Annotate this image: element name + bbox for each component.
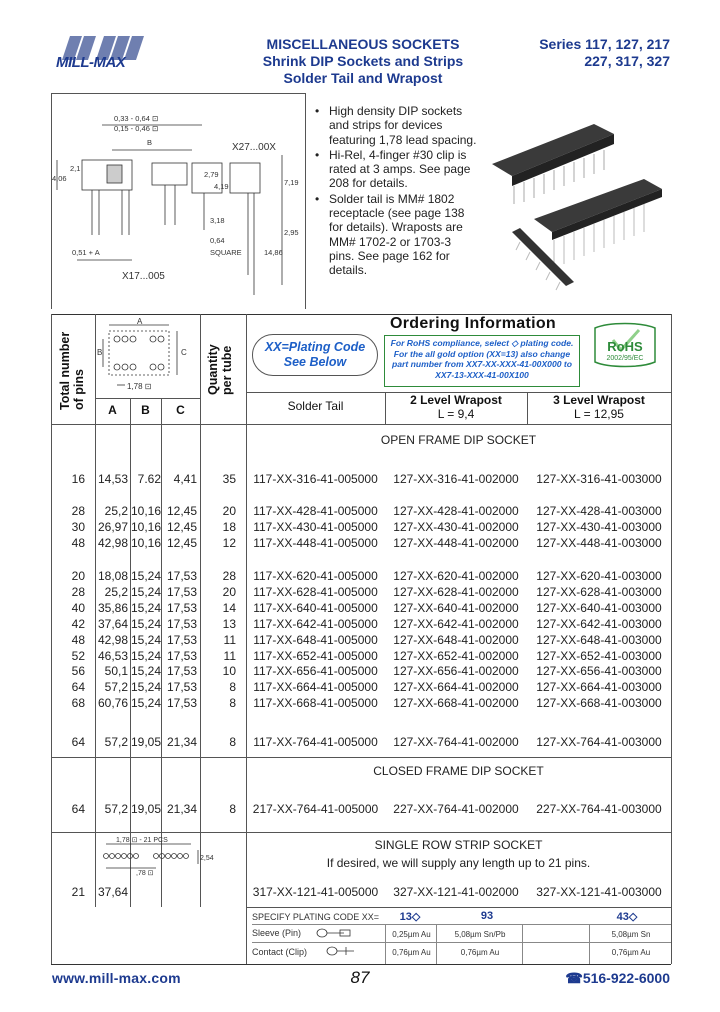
pins-cell: 42 [71, 616, 85, 631]
dim-left-1: 4,06 [52, 174, 67, 183]
fp-label-b: B [97, 348, 103, 357]
contact-label: Contact (Clip) [252, 947, 308, 957]
qty-cell: 14 [222, 600, 236, 615]
wrap2-part: 127-XX-656-41-002000 [393, 664, 519, 679]
wrap3-part: 127-XX-640-41-003000 [536, 600, 662, 615]
b-cell: 19,05 [130, 735, 161, 749]
pin-icon [314, 927, 352, 939]
total-pins-header: Total number of pins [58, 331, 86, 410]
solder-tail-part: 117-XX-764-41-005000 [253, 735, 378, 749]
c-cell: 17,53 [166, 584, 197, 599]
solder-tail-part: 117-XX-640-41-005000 [253, 600, 378, 615]
b-cell: 15,24 [130, 648, 161, 663]
table-row [0, 680, 720, 696]
qty-cell: 28 [222, 569, 236, 583]
wrap2-part: 127-XX-668-41-002000 [393, 696, 519, 711]
wrap2-part: 127-XX-316-41-002000 [393, 472, 519, 486]
sleeve-label: Sleeve (Pin) [252, 928, 302, 938]
wrap3-part: 127-XX-448-41-003000 [536, 535, 662, 550]
a-cell: 14,53 [97, 472, 128, 486]
series-line-2: 227, 317, 327 [584, 53, 670, 69]
long-socket-image [492, 124, 614, 204]
qty-cell: 8 [229, 680, 236, 695]
qty-cell: 35 [222, 472, 236, 486]
wrap3-part: 127-XX-428-41-003000 [536, 504, 662, 518]
table-bottom-rule [51, 964, 671, 965]
a-cell: 60,76 [97, 696, 128, 711]
wrap3-part: 127-XX-652-41-003000 [536, 648, 662, 663]
single-row-heading: SINGLE ROW STRIP SOCKET [374, 838, 543, 852]
wrap3-part: 127-XX-664-41-003000 [536, 680, 662, 695]
b-cell: 15,24 [130, 664, 161, 679]
sleeve-43: 5,08µm Sn [611, 930, 651, 939]
dim-r8: 14,86 [264, 248, 283, 257]
pins-cell: 56 [71, 664, 85, 679]
wrap2-part: 127-XX-628-41-002000 [393, 584, 519, 599]
plating-sep [246, 907, 671, 908]
clip-icon [324, 945, 362, 957]
dim-b: B [147, 138, 153, 147]
a-cell: 37,64 [97, 885, 128, 899]
fp-label-c: C [181, 348, 187, 357]
strip-image [512, 228, 574, 290]
pins-cell: 64 [71, 735, 85, 749]
feature-item: • High density DIP sockets and strips for devices featuring 1,78 lead spacing. [313, 104, 478, 147]
b-cell: 19,05 [130, 802, 161, 816]
dim-r7: 7,19 [284, 178, 299, 187]
abc-top-rule [95, 398, 200, 399]
dimension-drawing [52, 95, 304, 307]
a-cell: 57,2 [104, 735, 128, 749]
wrap3-part: 327-XX-121-41-003000 [536, 885, 662, 899]
solder-tail-part: 117-XX-668-41-005000 [253, 696, 378, 711]
pins-cell: 30 [71, 519, 85, 534]
qty-cell: 20 [222, 504, 236, 518]
b-cell: 10,16 [130, 535, 161, 550]
c-cell: 17,53 [166, 616, 197, 631]
pins-cell: 20 [71, 569, 85, 583]
b-cell: 10,16 [130, 519, 161, 534]
solder-tail-part: 117-XX-642-41-005000 [253, 616, 378, 631]
strip-dim-1: 1,78 ⊡ - 21 PCS [116, 837, 168, 844]
solder-tail-header: Solder Tail [287, 399, 344, 413]
solder-tail-part: 117-XX-428-41-005000 [253, 504, 378, 518]
qty-cell: 11 [223, 632, 236, 647]
page-number: 87 [350, 968, 370, 987]
qty-cell: 8 [229, 735, 236, 749]
phone-number: ☎516-922-6000 [565, 970, 670, 986]
pins-cell: 52 [71, 648, 85, 663]
c-cell: 17,53 [166, 648, 197, 663]
label-x27: X27...00X [232, 142, 276, 153]
c-cell: 4,41 [173, 472, 197, 486]
b-cell: 7.62 [137, 472, 161, 486]
a-cell: 25,2 [104, 504, 128, 518]
wrap3-part: 127-XX-668-41-003000 [536, 696, 662, 711]
solder-tail-part: 117-XX-648-41-005000 [253, 632, 378, 647]
solder-tail-part: 217-XX-764-41-005000 [252, 802, 379, 816]
table-row [0, 617, 720, 633]
contact-43: 0,76µm Au [611, 948, 651, 957]
top-rule [51, 93, 306, 94]
col-b-header: B [141, 403, 150, 417]
table-row [0, 585, 720, 601]
feature-item: • Solder tail is MM# 1802 receptacle (see page 138 for details). Wraposts are MM# 1702-2 or 1703-3 pins. See page 162 for details. [313, 192, 478, 278]
c-cell: 17,53 [166, 632, 197, 647]
ordering-title: Ordering Information [390, 315, 556, 332]
solder-tail-part: 117-XX-628-41-005000 [253, 584, 378, 599]
single-row-note: If desired, we will supply any length up to 21 pins. [326, 856, 591, 870]
wrap3-part: 127-XX-628-41-003000 [536, 584, 662, 599]
fp-pitch: 1,78 ⊡ [127, 382, 152, 391]
table-row [0, 649, 720, 665]
wrap2-header: 2 Level Wrapost L = 9,4 [410, 393, 502, 421]
website-link[interactable]: www.mill-max.com [52, 970, 181, 986]
b-cell: 15,24 [130, 680, 161, 695]
title-line-2: Shrink DIP Sockets and Strips [262, 53, 464, 69]
pins-cell: 48 [71, 535, 85, 550]
a-cell: 46,53 [97, 648, 128, 663]
b-cell: 10,16 [130, 504, 161, 518]
table-row [0, 569, 720, 585]
wrap2-part: 127-XX-430-41-002000 [393, 519, 519, 534]
mill-max-logo [52, 34, 162, 74]
b-cell: 15,24 [130, 600, 161, 615]
solder-tail-part: 117-XX-652-41-005000 [253, 648, 378, 663]
qty-cell: 8 [229, 696, 236, 711]
wrap3-part: 127-XX-764-41-003000 [536, 735, 662, 749]
table-row [0, 601, 720, 617]
solder-tail-part: 117-XX-656-41-005000 [253, 664, 378, 679]
fp-label-a: A [137, 317, 143, 326]
dim-r5: SQUARE [210, 248, 242, 257]
solder-tail-part: 117-XX-620-41-005000 [253, 569, 378, 583]
series-line-1: Series 117, 127, 217 [539, 36, 670, 52]
col-c-header: C [176, 403, 185, 417]
wrap2-part: 227-XX-764-41-002000 [393, 802, 519, 816]
solder-tail-part: 117-XX-448-41-005000 [253, 535, 378, 550]
dim-top-1: 0,33 - 0,64 ⊡ [114, 114, 159, 123]
plating-code-line-1: XX=Plating Code [264, 340, 366, 354]
c-cell: 17,53 [166, 680, 197, 695]
wrap3-header: 3 Level Wrapost L = 12,95 [553, 393, 645, 421]
sleeve-93: 5,08µm Sn/Pb [454, 930, 506, 939]
wrap3-part: 127-XX-648-41-003000 [536, 632, 662, 647]
c-cell: 17,53 [166, 569, 197, 583]
wrap2-part: 127-XX-642-41-002000 [393, 616, 519, 631]
wrap2-part: 127-XX-664-41-002000 [393, 680, 519, 695]
wrap3-part: 227-XX-764-41-003000 [536, 802, 662, 816]
strip-drawing [96, 836, 244, 876]
plating-code-line-2: See Below [283, 355, 347, 369]
plating-head: SPECIFY PLATING CODE XX= [252, 912, 379, 922]
qty-cell: 20 [222, 584, 236, 599]
a-cell: 57,2 [104, 802, 128, 816]
table-row [0, 536, 720, 552]
a-cell: 18,08 [97, 569, 128, 583]
rohs-badge-text: RoHS [607, 339, 643, 354]
a-cell: 57,2 [104, 680, 128, 695]
table-row [0, 664, 720, 680]
table-row [0, 735, 720, 751]
a-cell: 26,97 [97, 519, 128, 534]
wrap2-part: 127-XX-764-41-002000 [393, 735, 519, 749]
dim-r1: 2,79 [204, 170, 219, 179]
wrap3-part: 127-XX-430-41-003000 [536, 519, 662, 534]
a-cell: 50,1 [104, 664, 128, 679]
table-row [0, 633, 720, 649]
page-title [258, 36, 468, 87]
pins-cell: 16 [71, 472, 85, 486]
c-cell: 17,53 [166, 600, 197, 615]
dim-left-2: 2,1 [70, 164, 81, 173]
plating-table [252, 910, 671, 964]
c-cell: 17,53 [166, 664, 197, 679]
plating-code-93: 93 [480, 910, 494, 922]
qty-cell: 13 [222, 616, 236, 631]
a-cell: 25,2 [104, 584, 128, 599]
title-line-1: MISCELLANEOUS SOCKETS [266, 36, 460, 52]
wrap3-part: 127-XX-642-41-003000 [536, 616, 662, 631]
c-cell: 17,53 [166, 696, 197, 711]
contact-93: 0,76µm Au [460, 948, 500, 957]
b-cell: 15,24 [130, 616, 161, 631]
solder-tail-part: 317-XX-121-41-005000 [252, 885, 379, 899]
qty-cell: 18 [222, 519, 236, 534]
table-row [0, 696, 720, 712]
pins-cell: 28 [71, 584, 85, 599]
series-title [508, 36, 670, 70]
footprint-diagram [97, 317, 199, 395]
qty-cell: 10 [222, 664, 236, 679]
b-cell: 15,24 [130, 584, 161, 599]
contact-13: 0,76µm Au [392, 948, 431, 957]
table-row [0, 472, 720, 488]
rohs-badge [589, 320, 661, 384]
sleeve-13: 0,25µm Au [392, 930, 431, 939]
qty-cell: 8 [229, 802, 236, 816]
qty-per-tube-header: Quantity per tube [206, 344, 234, 395]
plating-code-43: 43◇ [616, 911, 638, 923]
product-photo [484, 104, 664, 294]
header-bottom-rule [51, 424, 671, 425]
table-row [0, 885, 720, 901]
dim-r3: 3,18 [210, 216, 225, 225]
table-row [0, 520, 720, 536]
dim-r6: 2,95 [284, 228, 299, 237]
a-cell: 37,64 [97, 616, 128, 631]
pins-cell: 64 [71, 680, 85, 695]
c-cell: 21,34 [166, 735, 197, 749]
wrap3-part: 127-XX-656-41-003000 [536, 664, 662, 679]
strip-dim-3: ,78 ⊡ [136, 870, 154, 876]
title-line-3: Solder Tail and Wrapost [283, 70, 443, 86]
closed-frame-heading: CLOSED FRAME DIP SOCKET [373, 764, 544, 778]
c-cell: 12,45 [166, 504, 197, 518]
table-top-rule [51, 314, 671, 315]
c-cell: 21,34 [166, 802, 197, 816]
dim-top-2: 0,15 - 0,46 ⊡ [114, 124, 159, 133]
dim-left-3: 0,51 + A [72, 248, 100, 257]
wrap2-part: 127-XX-620-41-002000 [393, 569, 519, 583]
closed-sep [51, 757, 671, 758]
wrap2-part: 127-XX-640-41-002000 [393, 600, 519, 615]
a-cell: 42,98 [97, 632, 128, 647]
solder-tail-part: 117-XX-664-41-005000 [253, 680, 378, 695]
b-cell: 15,24 [130, 696, 161, 711]
pins-cell: 48 [71, 632, 85, 647]
wrap3-part: 127-XX-620-41-003000 [536, 569, 662, 583]
pins-cell: 21 [71, 885, 85, 899]
table-row [0, 504, 720, 520]
solder-tail-part: 117-XX-316-41-005000 [253, 472, 378, 486]
qty-cell: 11 [223, 648, 236, 663]
logo-text: MILL-MAX [56, 54, 126, 71]
single-sep [51, 832, 671, 833]
wrap3-part: 127-XX-316-41-003000 [536, 472, 662, 486]
table-row [0, 802, 720, 818]
solder-tail-part: 117-XX-430-41-005000 [253, 519, 378, 534]
wrap2-part: 327-XX-121-41-002000 [393, 885, 519, 899]
wrap2-part: 127-XX-448-41-002000 [393, 535, 519, 550]
plating-code-13: 13◇ [399, 911, 421, 923]
feature-item: • Hi-Rel, 4-finger #30 clip is rated at 3 amps. See page 208 for details. [313, 148, 478, 191]
c-cell: 12,45 [166, 519, 197, 534]
a-cell: 35,86 [97, 600, 128, 615]
short-socket-image [534, 179, 662, 269]
a-cell: 42,98 [97, 535, 128, 550]
qty-cell: 12 [222, 535, 236, 550]
dim-r2: 4,19 [214, 182, 229, 191]
col-a-header: A [108, 403, 117, 417]
rohs-badge-sub: 2002/95/EC [606, 355, 644, 362]
plating-code-badge [252, 334, 378, 376]
dim-r4: 0,64 [210, 236, 225, 245]
feature-list [313, 104, 478, 279]
pins-cell: 68 [71, 696, 85, 711]
c-cell: 12,45 [166, 535, 197, 550]
b-cell: 15,24 [130, 632, 161, 647]
open-frame-heading: OPEN FRAME DIP SOCKET [380, 433, 537, 447]
b-cell: 15,24 [130, 569, 161, 583]
pins-cell: 64 [71, 802, 85, 816]
wrap2-part: 127-XX-652-41-002000 [393, 648, 519, 663]
label-x17: X17...005 [122, 271, 165, 282]
wrap2-part: 127-XX-648-41-002000 [393, 632, 519, 647]
strip-dim-2: 2,54 [200, 855, 214, 862]
pins-cell: 40 [71, 600, 85, 615]
rohs-note: For RoHS compliance, select ◇ plating code. For the all gold option (XX=13) also change part number from XX7-XX-XXX-41-00X000 to XX7-13-XXX-41-00X100 [384, 335, 580, 387]
wrap2-part: 127-XX-428-41-002000 [393, 504, 519, 518]
pins-cell: 28 [71, 504, 85, 518]
